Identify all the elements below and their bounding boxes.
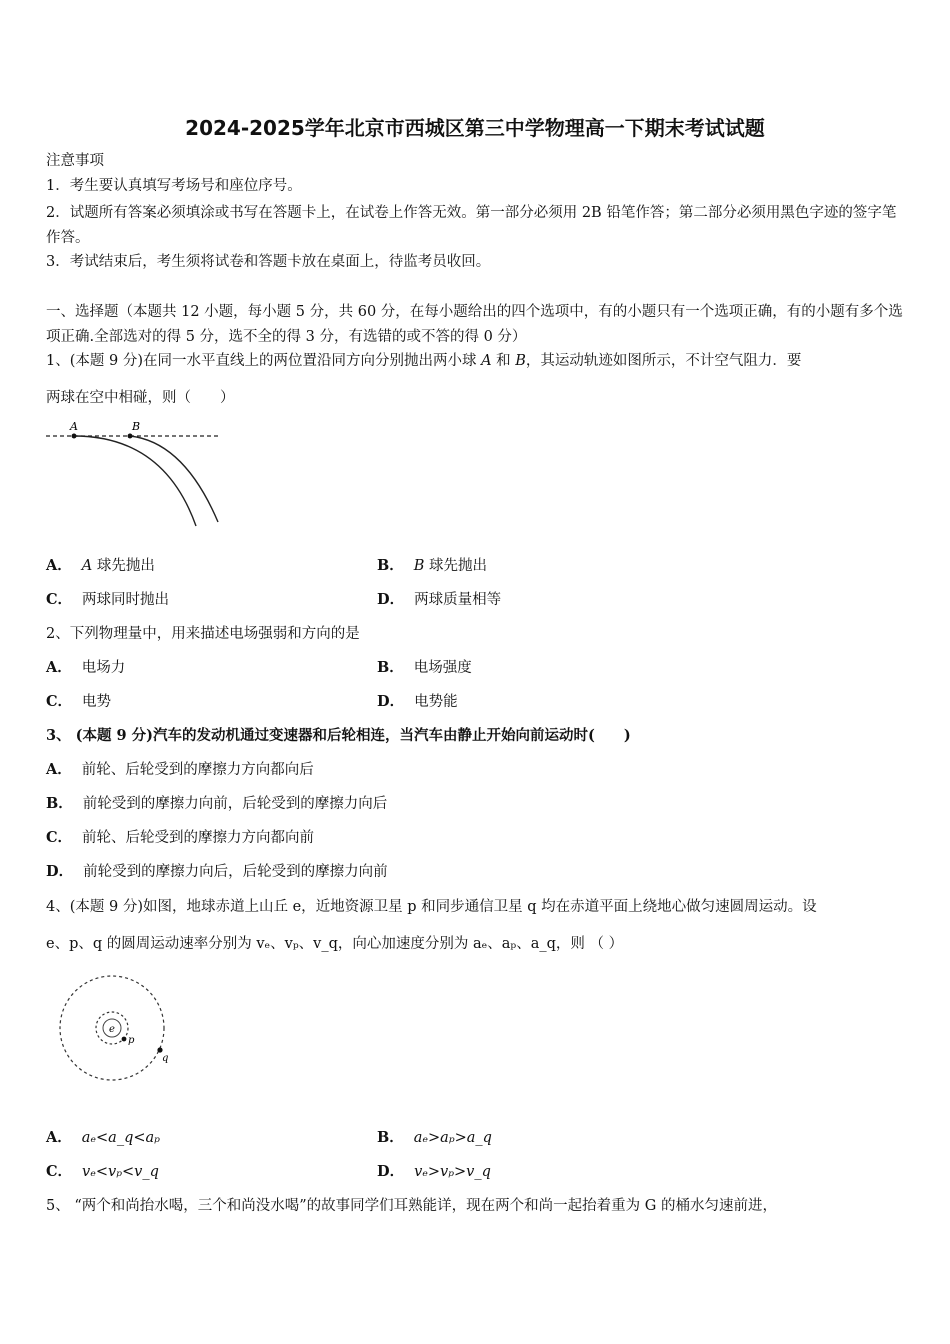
trajectory-a	[74, 436, 196, 526]
label-p: p	[128, 1035, 135, 1046]
q3-stem: 3、 (本题 9 分)汽车的发动机通过变速器和后轮相连，当汽车由静止开始向前运动时( )	[46, 727, 631, 744]
q2-option-d[interactable]: D． 电势能	[377, 693, 458, 710]
q4-stem-line1: 4、(本题 9 分)如图，地球赤道上山丘 e，近地资源卫星 p 和同步通信卫星 q 均在赤道平面上绕地心做匀速圆周运动。设	[46, 899, 817, 915]
label-b: B	[132, 420, 141, 433]
section-header: 一、选择题（本题共 12 小题，每小题 5 分，共 60 分，在每小题给出的四个选项中，有的小题只有一个选项正确，有的小题有多个选项正确.全部选对的得 5 分，选不全的得 3 分，有选错的或不答的得 0 分）	[46, 304, 903, 345]
q3-option-a[interactable]: A． 前轮、后轮受到的摩擦力方向都向后	[46, 761, 314, 778]
satellite-q	[157, 1047, 162, 1052]
notice-item-1: 1．考生要认真填写考场号和座位序号。	[46, 178, 302, 194]
q1-option-d[interactable]: D． 两球质量相等	[377, 591, 502, 608]
q4-option-a[interactable]: A． aₑ<a_q<aₚ	[46, 1129, 160, 1146]
q1-trajectory-figure	[44, 418, 224, 530]
ball-b	[128, 434, 133, 439]
q1-stem-line1: 1、(本题 9 分)在同一水平直线上的两位置沿同方向分别抛出两小球 𝐴 和 𝐵，其运动轨迹如图所示，不计空气阻力．要	[46, 353, 802, 369]
ball-a	[72, 434, 77, 439]
trajectory-b	[130, 436, 218, 522]
q1-option-a[interactable]: A． 𝐴 球先抛出	[46, 557, 155, 574]
notice-item-3: 3．考试结束后，考生须将试卷和答题卡放在桌面上，待监考员收回。	[46, 254, 491, 270]
q4-orbit-figure	[50, 970, 180, 1090]
q3-option-d[interactable]: D． 前轮受到的摩擦力向后，后轮受到的摩擦力向前	[46, 863, 388, 880]
q3-option-c[interactable]: C． 前轮、后轮受到的摩擦力方向都向前	[46, 829, 315, 846]
page-title: 2024-2025学年北京市西城区第三中学物理高一下期末考试试题	[185, 116, 765, 140]
q2-option-c[interactable]: C． 电势	[46, 693, 112, 710]
q4-option-b[interactable]: B． aₑ>aₚ>a_q	[377, 1129, 492, 1146]
label-a: A	[70, 420, 78, 433]
q4-stem-line2: e、p、q 的圆周运动速率分别为 vₑ、vₚ、v_q，向心加速度分别为 aₑ、aₚ、a_q，则 （ ）	[46, 936, 624, 952]
q3-option-b[interactable]: B． 前轮受到的摩擦力向前，后轮受到的摩擦力向后	[46, 795, 388, 812]
notice-heading: 注意事项	[46, 153, 104, 169]
q4-option-c[interactable]: C． vₑ<vₚ<v_q	[46, 1163, 159, 1180]
satellite-p	[122, 1037, 127, 1042]
label-q: q	[162, 1053, 169, 1064]
notice-item-2: 2．试题所有答案必须填涂或书写在答题卡上，在试卷上作答无效。第一部分必须用 2B 铅笔作答；第二部分必须用黑色字迹的签字笔作答。	[46, 205, 897, 246]
q1-option-b[interactable]: B． 𝐵 球先抛出	[377, 557, 488, 574]
q1-stem-line2: 两球在空中相碰，则（ ）	[46, 390, 235, 406]
q2-option-b[interactable]: B． 电场强度	[377, 659, 472, 676]
q2-stem: 2、下列物理量中，用来描述电场强弱和方向的是	[46, 626, 360, 642]
q5-stem: 5、 “两个和尚抬水喝，三个和尚没水喝”的故事同学们耳熟能详，现在两个和尚一起抬着重为 G 的桶水匀速前进，	[46, 1198, 777, 1214]
q1-option-c[interactable]: C． 两球同时抛出	[46, 591, 170, 608]
q2-option-a[interactable]: A． 电场力	[46, 659, 126, 676]
label-e: e	[109, 1024, 115, 1035]
q4-option-d[interactable]: D． vₑ>vₚ>v_q	[377, 1163, 491, 1180]
